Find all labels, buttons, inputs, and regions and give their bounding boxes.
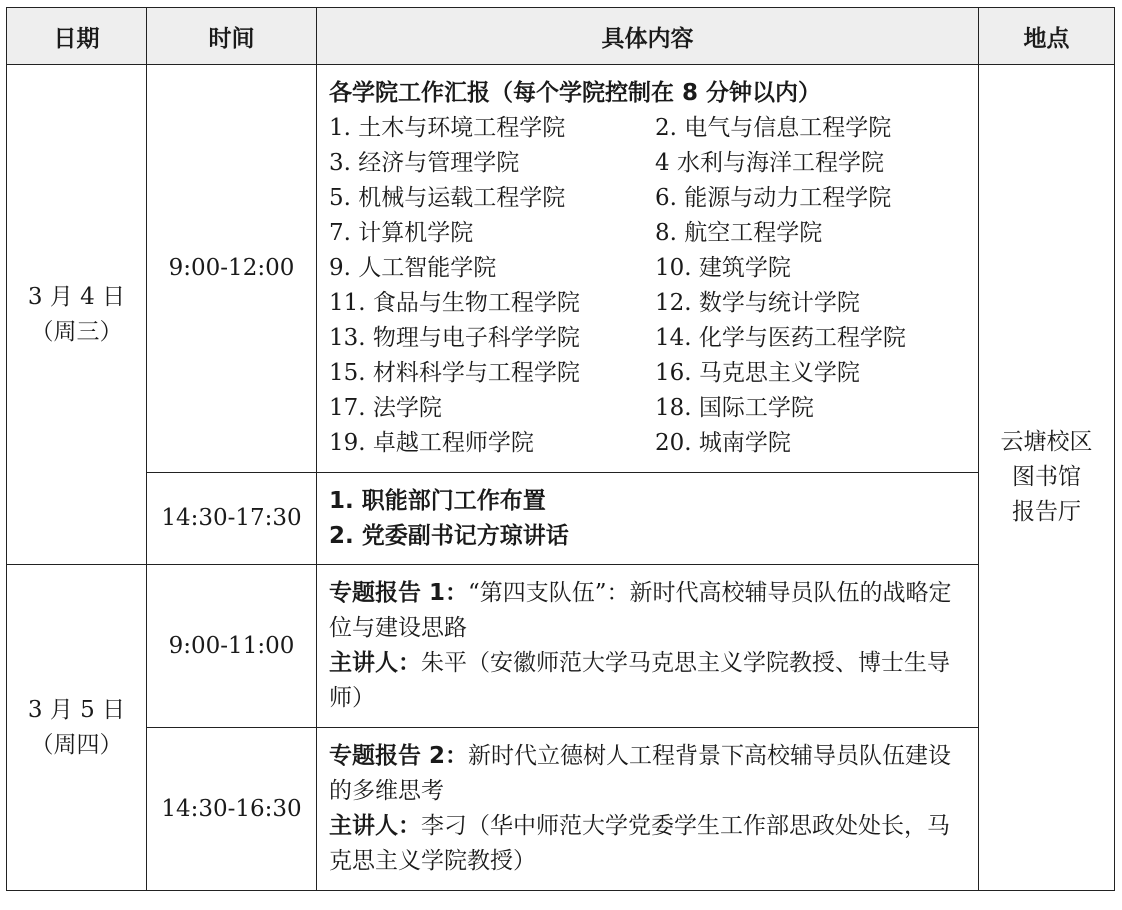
day2-date-cell: [7, 565, 147, 891]
talk-topic: [329, 576, 968, 646]
speaker-label: 主讲人：: [329, 813, 421, 839]
table-row: [7, 565, 1115, 728]
speaker-text: 李刁（华中师范大学党委学生工作部思政处处长，马克思主义学院教授）: [329, 813, 950, 874]
day2-morning-content: [317, 565, 979, 728]
speaker-label: 主讲人：: [329, 650, 421, 676]
list-item: 15. 材料科学与工程学院: [329, 360, 580, 386]
location-line2: 图书馆: [1012, 464, 1081, 490]
talk-speaker: [329, 809, 968, 879]
list-item: 14. 化学与医药工程学院: [655, 325, 906, 351]
list-item: 2. 电气与信息工程学院: [655, 115, 892, 141]
header-location: 地点: [979, 8, 1115, 65]
day1-weekday: （周三）: [30, 318, 123, 345]
list-item: 12. 数学与统计学院: [655, 290, 860, 316]
list-item: 7. 计算机学院: [329, 220, 474, 246]
day1-date: 3 月 4 日: [27, 283, 126, 310]
list-item: 17. 法学院: [329, 395, 442, 421]
talk-topic: [329, 739, 968, 809]
list-item: 18. 国际工学院: [655, 395, 814, 421]
list-item: 20. 城南学院: [655, 430, 791, 456]
list-item: 2. 党委副书记方琼讲话: [329, 522, 569, 549]
location-line3: 报告厅: [1012, 499, 1081, 525]
talk-label: 专题报告 1：: [329, 580, 469, 606]
talk-speaker: [329, 646, 968, 716]
table-row: [7, 473, 1115, 565]
list-item: 10. 建筑学院: [655, 255, 791, 281]
table-row: [7, 65, 1115, 473]
header-content: 具体内容: [317, 8, 979, 65]
day2-date: 3 月 5 日: [27, 696, 126, 723]
list-item: 9. 人工智能学院: [329, 255, 497, 281]
day1-morning-content: [317, 65, 979, 473]
day2-weekday: （周四）: [30, 731, 123, 758]
day2-afternoon-content: [317, 728, 979, 891]
list-item: 11. 食品与生物工程学院: [329, 290, 580, 316]
list-item: 1. 职能部门工作布置: [329, 487, 546, 514]
day2-morning-time: 9:00-11:00: [147, 565, 317, 728]
talk-topic-text: “第四支队伍”：新时代高校辅导员队伍的战略定位与建设思路: [329, 580, 952, 641]
talk-topic-text: 新时代立德树人工程背景下高校辅导员队伍建设的多维思考: [329, 743, 952, 804]
location-cell: [979, 65, 1115, 891]
day1-morning-title: 各学院工作汇报（每个学院控制在 8 分钟以内）: [329, 80, 822, 106]
list-item: 4 水利与海洋工程学院: [655, 150, 884, 176]
talk-label: 专题报告 2：: [329, 743, 469, 769]
college-list: [329, 111, 968, 461]
table-row: [7, 728, 1115, 891]
day1-afternoon-content: [317, 473, 979, 565]
list-item: 6. 能源与动力工程学院: [655, 185, 892, 211]
list-item: 19. 卓越工程师学院: [329, 430, 534, 456]
day1-afternoon-time: 14:30-17:30: [147, 473, 317, 565]
location-line1: 云塘校区: [1000, 429, 1093, 455]
list-item: 16. 马克思主义学院: [655, 360, 860, 386]
day1-date-cell: [7, 65, 147, 565]
list-item: 1. 土木与环境工程学院: [329, 115, 566, 141]
list-item: 5. 机械与运载工程学院: [329, 185, 566, 211]
header-date: 日期: [7, 8, 147, 65]
schedule-table: [6, 7, 1115, 891]
speaker-text: 朱平（安徽师范大学马克思主义学院教授、博士生导师）: [329, 650, 950, 711]
list-item: 8. 航空工程学院: [655, 220, 823, 246]
header-time: 时间: [147, 8, 317, 65]
list-item: 3. 经济与管理学院: [329, 150, 520, 176]
day2-afternoon-time: 14:30-16:30: [147, 728, 317, 891]
day1-morning-time: 9:00-12:00: [147, 65, 317, 473]
list-item: 13. 物理与电子科学学院: [329, 325, 580, 351]
header-row: [7, 8, 1115, 65]
